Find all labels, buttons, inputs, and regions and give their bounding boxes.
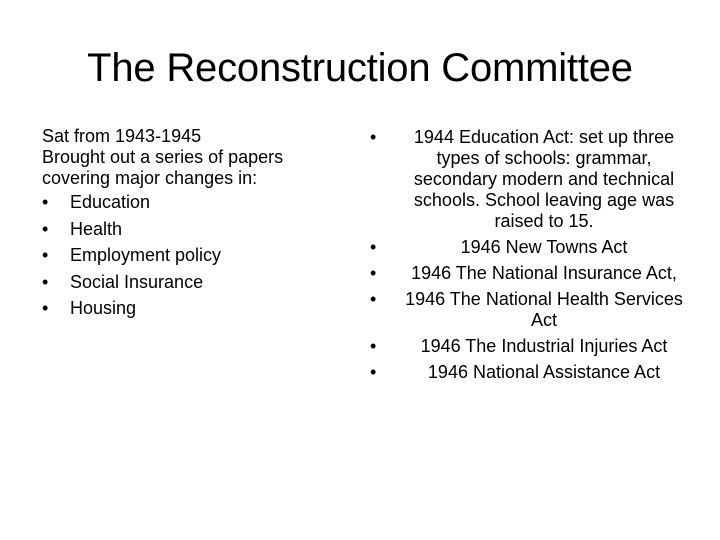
left-column xyxy=(42,126,332,322)
bullet-icon: • xyxy=(370,362,377,382)
right-bullet-list xyxy=(370,127,690,383)
intro-line: covering major changes in: xyxy=(42,168,258,188)
list-item xyxy=(42,189,332,216)
bullet-icon: • xyxy=(370,289,377,309)
bullet-icon: • xyxy=(42,271,49,292)
list-item-label: 1946 National Assistance Act xyxy=(427,362,661,382)
list-item-label: Employment policy xyxy=(70,245,222,265)
list-item-label: Education xyxy=(70,192,151,212)
list-item-label: Health xyxy=(70,218,123,239)
intro-line: Brought out a series of papers xyxy=(42,147,284,167)
left-bullet-list xyxy=(42,189,332,322)
list-item xyxy=(42,295,332,322)
list-item-label: 1946 The National Insurance Act, xyxy=(411,263,677,283)
left-intro xyxy=(42,126,332,189)
bullet-icon: • xyxy=(42,192,49,212)
list-item-label: Social Insurance xyxy=(70,271,204,292)
right-column xyxy=(370,127,690,388)
bullet-icon: • xyxy=(42,218,49,239)
list-item xyxy=(42,269,332,296)
list-item xyxy=(370,289,690,331)
list-item xyxy=(370,237,690,258)
list-item xyxy=(370,127,690,232)
bullet-icon: • xyxy=(370,336,377,356)
list-item xyxy=(42,242,332,269)
list-item-label: 1944 Education Act: set up three types of schools: grammar, secondary modern and technical schools. School leaving age was raised to 15. xyxy=(413,127,675,231)
list-item xyxy=(42,216,332,243)
list-item-label: 1946 The Industrial Injuries Act xyxy=(420,336,668,356)
list-item xyxy=(370,263,690,284)
bullet-icon: • xyxy=(370,237,377,257)
list-item-label: 1946 The National Health Services Act xyxy=(405,289,683,330)
list-item xyxy=(370,336,690,357)
intro-line: Sat from 1943-1945 xyxy=(42,126,202,146)
slide-title: The Reconstruction Committee xyxy=(87,46,633,90)
bullet-icon: • xyxy=(42,298,49,318)
list-item-label: 1946 New Towns Act xyxy=(460,237,628,257)
list-item-label: Housing xyxy=(70,298,137,318)
bullet-icon: • xyxy=(370,127,377,147)
bullet-icon: • xyxy=(42,245,49,265)
bullet-icon: • xyxy=(370,263,377,283)
list-item xyxy=(370,362,690,383)
